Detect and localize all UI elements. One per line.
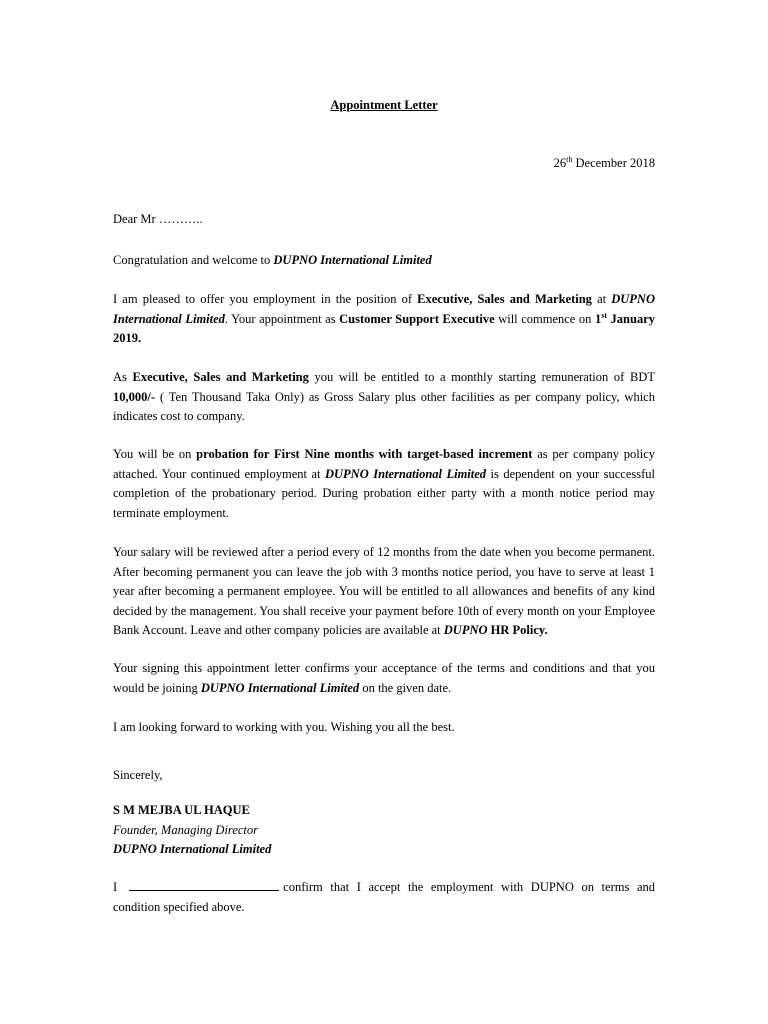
acceptance-line: I confirm that I accept the employment with DUPNO on terms and condition specified above.: [113, 880, 655, 914]
signature-block: [113, 801, 655, 860]
letter-title: Appointment Letter: [330, 98, 438, 112]
closing: Sincerely,: [113, 768, 163, 782]
signatory-name: S M MEJBA UL HAQUE: [113, 803, 250, 817]
paragraph-welcome: Congratulation and welcome to DUPNO International Limited: [113, 253, 432, 267]
paragraph-probation: You will be on probation for First Nine months with target-based increment as per company policy attached. Your continued employment at DUPNO International Limited is dependent on your successful completion of the probationary period. During probation either party with a month notice period may terminate employment.: [113, 447, 655, 520]
paragraph-closing-wish: I am looking forward to working with you. Wishing you all the best.: [113, 720, 455, 734]
signatory-company: DUPNO International Limited: [113, 842, 272, 856]
letter-date: 26th December 2018: [553, 154, 655, 170]
paragraph-offer: I am pleased to offer you employment in the position of Executive, Sales and Marketing at DUPNO International Limited. Your appointment as Customer Support Executive will commence on 1st January 2019.: [113, 292, 655, 345]
paragraph-remuneration: As Executive, Sales and Marketing you will be entitled to a monthly starting remuneration of BDT 10,000/- ( Ten Thousand Taka Only) as Gross Salary plus other facilities as per company policy, which indicates cost to company.: [113, 370, 655, 423]
signatory-title: Founder, Managing Director: [113, 822, 259, 837]
signature-blank[interactable]: [129, 878, 279, 891]
paragraph-acceptance-terms: Your signing this appointment letter confirms your acceptance of the terms and conditions and that you would be joining DUPNO International Limited on the given date.: [113, 661, 655, 695]
paragraph-salary-review: Your salary will be reviewed after a period every of 12 months from the date when you become permanent. After becoming permanent you can leave the job with 3 months notice period, you have to serve at least 1 year after becoming a permanent employee. You will be entitled to all allowances and benefits of any kind decided by the management. You shall receive your payment before 10th of every month on your Employee Bank Account. Leave and other company policies are available at DUPNO HR Policy.: [113, 545, 655, 637]
salutation: Dear Mr ………..: [113, 212, 203, 226]
